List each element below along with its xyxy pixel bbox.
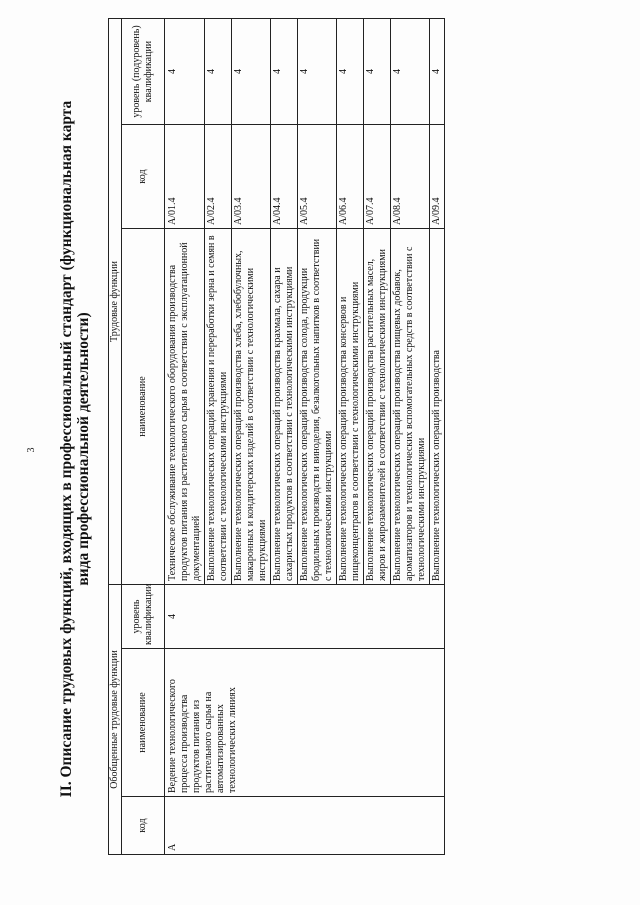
- gf-code-cell: A: [165, 797, 445, 855]
- tf-code-cell: A/04.4: [271, 125, 298, 229]
- tf-level-cell: 4: [364, 19, 391, 125]
- gf-code-header: код: [122, 797, 165, 855]
- tf-name-cell: Выполнение технологических операций производства хлеба, хлебобулочных, макаронных и кондитерских изделий в соответствии с технологическими инструкциями: [232, 229, 271, 585]
- tf-code-cell: A/07.4: [364, 125, 391, 229]
- table-column-header-row: [122, 19, 165, 855]
- tf-code-cell: A/09.4: [430, 125, 445, 229]
- tf-code-header: код: [122, 125, 165, 229]
- tf-code-cell: A/05.4: [298, 125, 337, 229]
- tf-code-cell: A/08.4: [391, 125, 430, 229]
- page-number: 3: [26, 447, 37, 453]
- tf-level-cell: 4: [430, 19, 445, 125]
- tf-level-cell: 4: [337, 19, 364, 125]
- tf-level-cell: 4: [205, 19, 232, 125]
- gf-name-header: наименование: [122, 649, 165, 797]
- gf-name-cell: Ведение технологического процесса производства продуктов питания из растительного сырья на автоматизированных технологических линиях: [165, 649, 445, 797]
- tf-level-cell: 4: [232, 19, 271, 125]
- gf-level-cell: 4: [165, 585, 445, 649]
- tf-code-cell: A/06.4: [337, 125, 364, 229]
- tf-name-cell: Техническое обслуживание технологического оборудования производства продуктов питания из растительного сырья в соответствии с эксплуатационной документацией: [165, 229, 205, 585]
- section-title: II. Описание трудовых функций, входящих в профессиональный стандарт (функциональная карта вида профессиональной деятельности): [58, 100, 92, 798]
- labor-functions-header: Трудовые функции: [109, 19, 122, 585]
- tf-level-header: уровень (подуровень) квалификации: [122, 19, 165, 125]
- generalized-functions-header: Обобщенные трудовые функции: [109, 585, 122, 855]
- tf-name-cell: Выполнение технологических операций производства: [430, 229, 445, 585]
- tf-name-cell: Выполнение технологических операций производства растительных масел, жиров и жирозаменителей в соответствии с технологическими инструкциями: [364, 229, 391, 585]
- tf-name-cell: Выполнение технологических операций производства консервов и пищеконцентратов в соответствии с технологическими инструкциями: [337, 229, 364, 585]
- tf-code-cell: A/02.4: [205, 125, 232, 229]
- tf-name-cell: Выполнение технологических операций производства солода, продукции бродильных производств и виноделия, безалкогольных напитков в соответствии с технологическими инструкциями: [298, 229, 337, 585]
- functional-map-table: [108, 18, 445, 855]
- tf-code-cell: A/01.4: [165, 125, 205, 229]
- tf-level-cell: 4: [165, 19, 205, 125]
- tf-name-cell: Выполнение технологических операций производства пищевых добавок, ароматизаторов и технологических вспомогательных средств в соответствии с технологическими инструкциями: [391, 229, 430, 585]
- tf-name-header: наименование: [122, 229, 165, 585]
- tf-level-cell: 4: [271, 19, 298, 125]
- gf-level-header: уровень квалификации: [122, 585, 165, 649]
- tf-name-cell: Выполнение технологических операций производства крахмала, сахара и сахаристых продуктов в соответствии с технологическими инструкциями: [271, 229, 298, 585]
- tf-level-cell: 4: [391, 19, 430, 125]
- table-group-header-row: [109, 19, 122, 855]
- tf-level-cell: 4: [298, 19, 337, 125]
- tf-name-cell: Выполнение технологических операций хранения и переработки зерна и семян в соответствии с технологическими инструкциями: [205, 229, 232, 585]
- tf-code-cell: A/03.4: [232, 125, 271, 229]
- table-row: [165, 19, 205, 855]
